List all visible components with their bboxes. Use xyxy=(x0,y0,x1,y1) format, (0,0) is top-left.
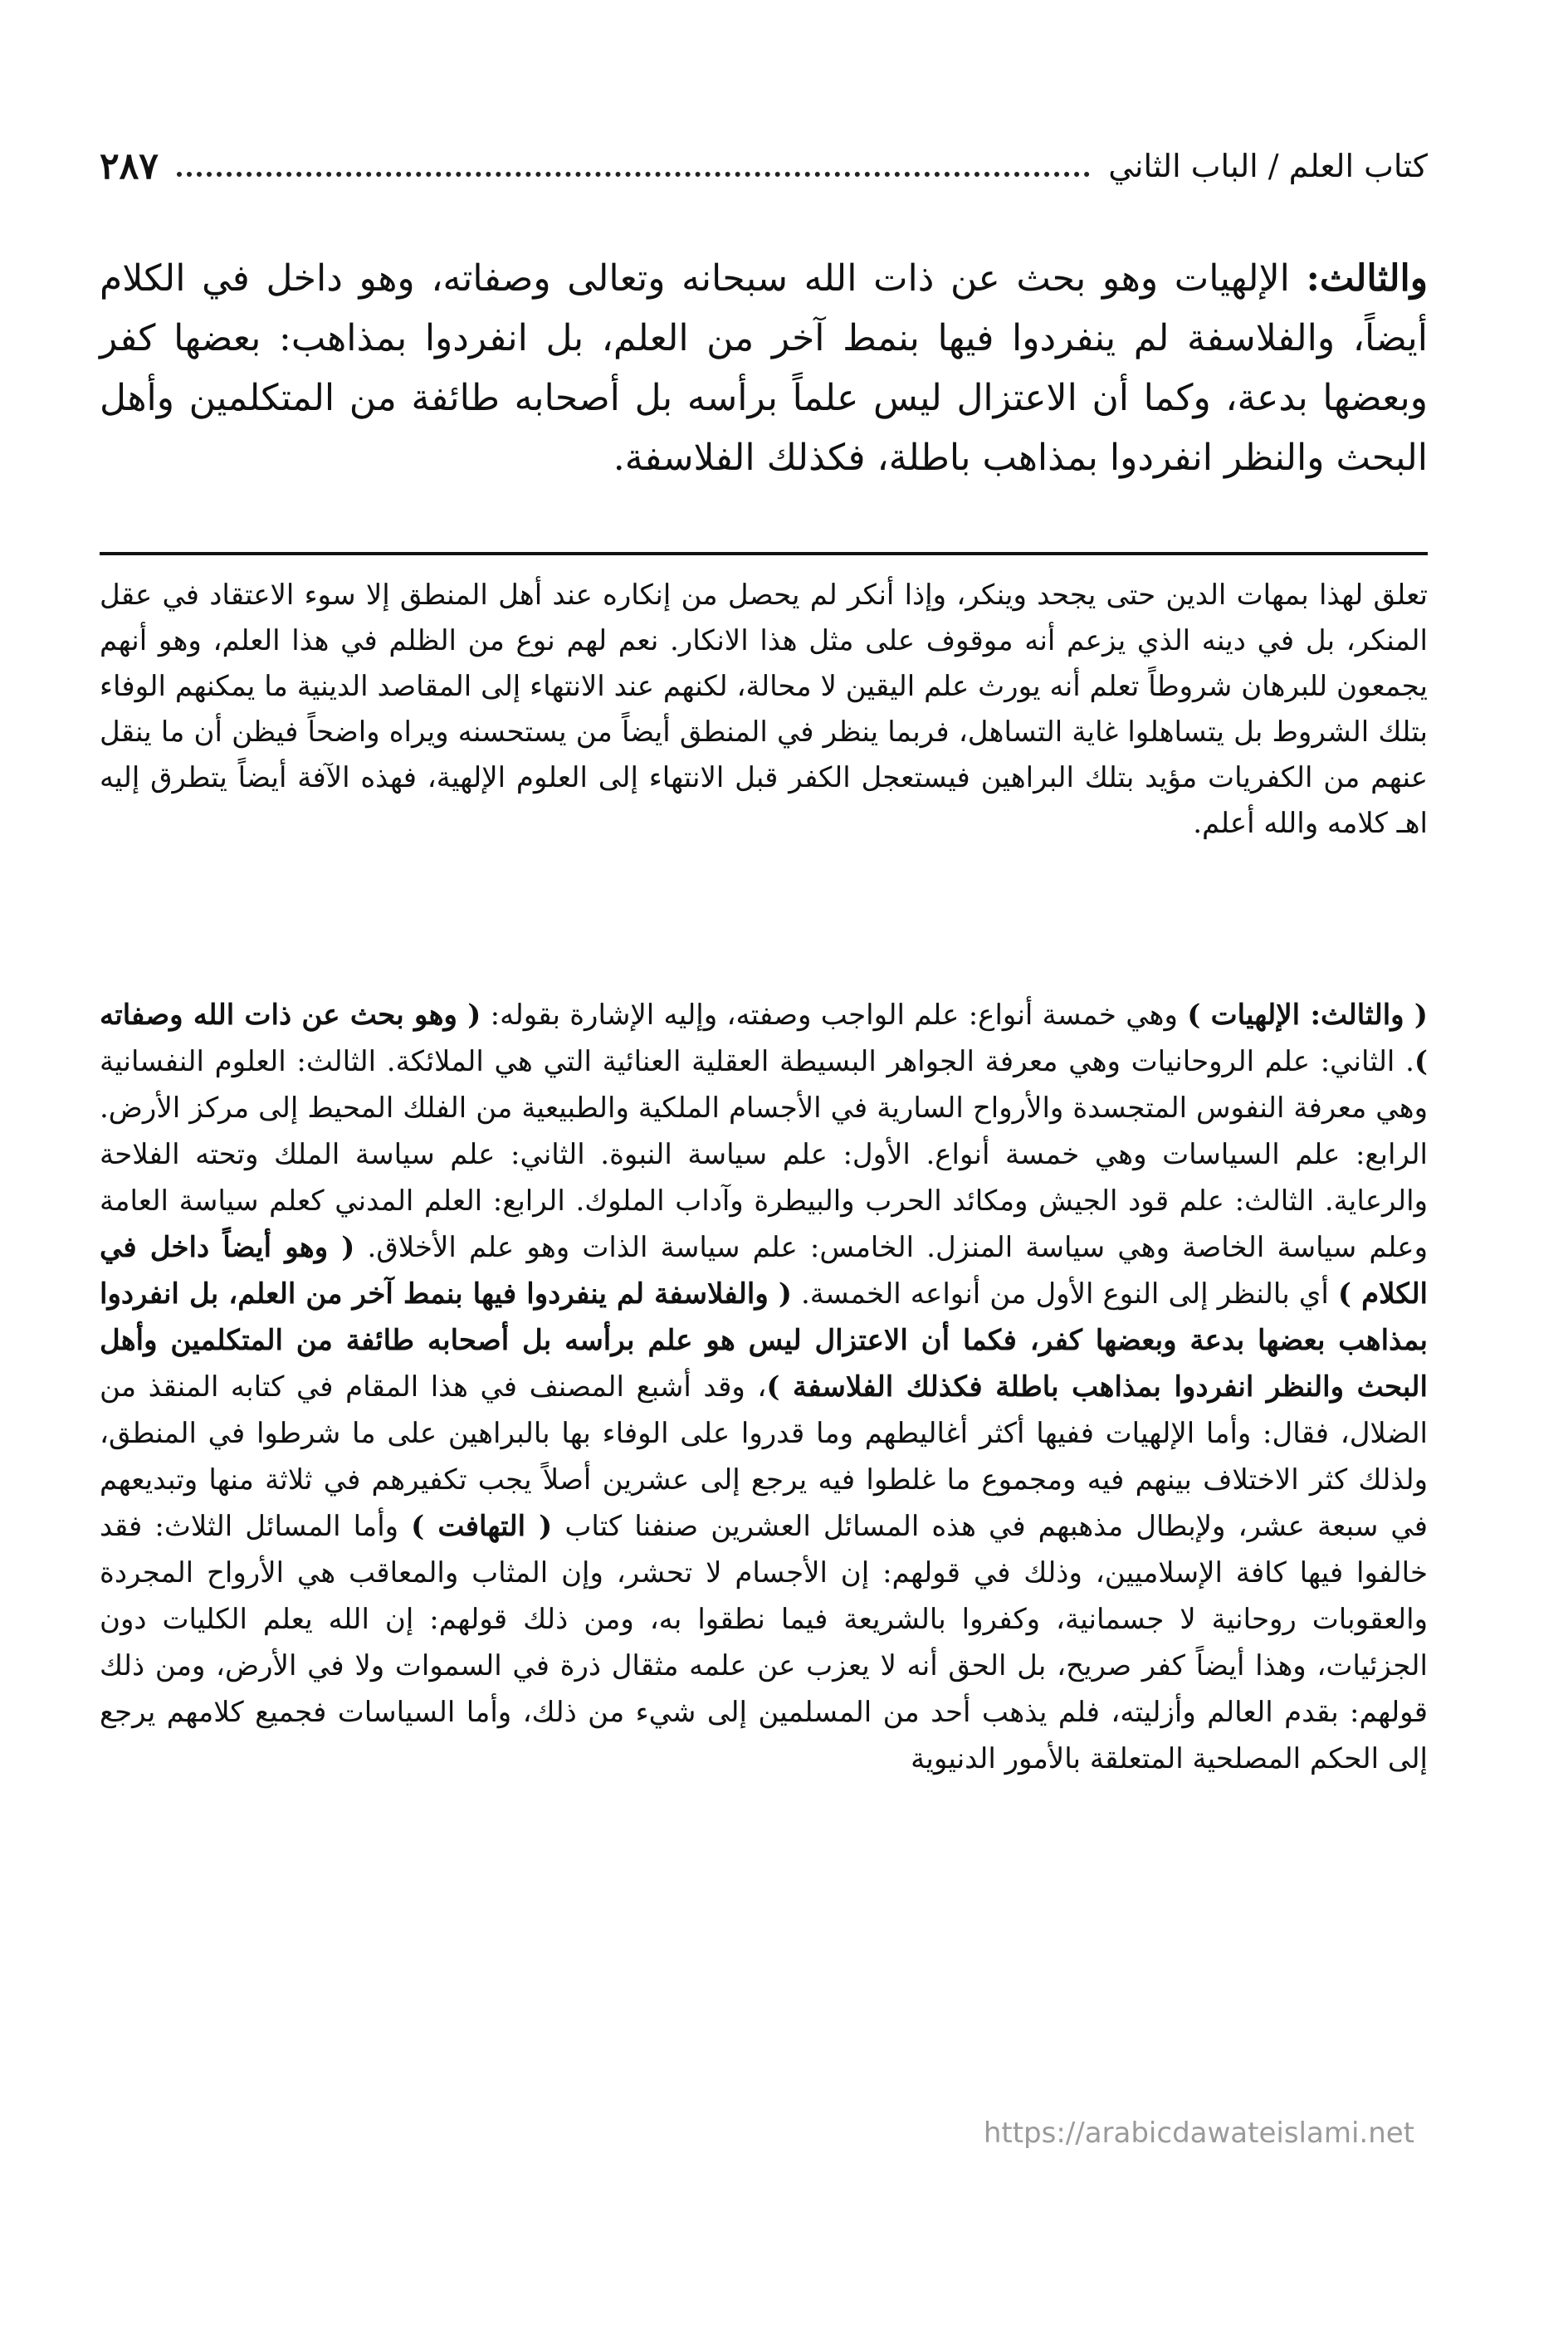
commentary-text: وهي خمسة أنواع: علم الواجب وصفته، وإليه الإشارة بقوله: xyxy=(481,999,1188,1032)
quoted-matn: ( وهو أيضاً داخل في الكلام ) xyxy=(100,1231,1428,1311)
commentary-paragraph xyxy=(100,992,1428,1782)
quoted-matn: ( وهو بحث عن ذات الله وصفاته ) xyxy=(100,999,1429,1078)
footnote-continuation-text: تعلق لهذا بمهات الدين حتى يجحد وينكر، وإذا أنكر لم يحصل من إنكاره عند أهل المنطق إلا سوء الاعتقاد في عقل المنكر، بل في دينه الذي يزعم أنه موقوف على مثل هذا الانكار. نعم لهم نوع من الظلم في هذا العلم، وهو أنهم يجمعون للبرهان شروطاً تعلم أنه يورث علم اليقين لا محالة، لكنهم عند الانتهاء إلى المقاصد الدينية ما يمكنهم الوفاء بتلك الشروط بل يتساهلوا غاية التساهل، فربما ينظر في المنطق أيضاً من يستحسنه ويراه واضحاً فيظن أن ما ينقل عنهم من الكفريات مؤيد بتلك البراهين فيستعجل الكفر قبل الانتهاء إلى العلوم الإلهية، فهذه الآفة أيضاً يتطرق إليه اهـ كلامه والله أعلم. xyxy=(100,579,1428,840)
header-dot-leader xyxy=(177,165,1090,177)
quoted-book-title: ( التهافت ) xyxy=(411,1510,553,1543)
commentary-text: ، وقد أشبع المصنف في هذا المقام في كتابه المنقذ من الضلال، فقال: وأما الإلهيات ففيها أكثر أغاليطهم وما قدروا على الوفاء بها بالبراهين على ما شرطوا في المنطق، ولذلك كثر الاختلاف بينهم فيه ومجموع ما غلطوا فيه يرجع إلى عشرين أصلاً يجب تكفيرهم في ثلاثة منها وتبديعهم في سبعة عشر، ولإبطال مذهبهم في هذه المسائل العشرين صنفنا كتاب xyxy=(100,1370,1428,1543)
running-header xyxy=(100,141,1428,191)
quoted-matn: ( والفلاسفة لم ينفردوا فيها بنمط آخر من العلم، بل انفردوا بمذاهب بعضها بدعة وبعضها كفر، فكما أن الاعتزال ليس هو علم برأسه بل أصحابه طائفة من المتكلمين وأهل البحث والنظر انفردوا بمذاهب باطلة فكذلك الفلاسفة ) xyxy=(100,1277,1428,1404)
main-text-body: الإلهيات وهو بحث عن ذات الله سبحانه وتعالى وصفاته، وهو داخل في الكلام أيضاً، والفلاسفة لم ينفردوا فيها بنمط آخر من العلم، بل انفردوا بمذاهب: بعضها كفر وبعضها بدعة، وكما أن الاعتزال ليس علماً برأسه بل أصحابه طائفة من المتكلمين وأهل البحث والنظر انفردوا بمذاهب باطلة، فكذلك الفلاسفة. xyxy=(100,257,1428,479)
page-number: ٢٨٧ xyxy=(100,144,159,188)
commentary-text: . الثاني: علم الروحانيات وهي معرفة الجواهر البسيطة العقلية العنائية التي هي الملائكة. الثالث: العلوم النفسانية وهي معرفة النفوس المتجسدة والأرواح السارية في الأجسام الملكية والطبيعية من الفلك المحيط إلى مركز الأرض. الرابع: علم السياسات وهي خمسة أنواع. الأول: علم سياسة النبوة. الثاني: علم سياسة الملك وتحته الفلاحة والرعاية. الثالث: علم قود الجيش ومكائد الحرب والبيطرة وآداب الملوك. الرابع: العلم المدني كعلم سياسة العامة وعلم سياسة الخاصة وهي سياسة المنزل. الخامس: علم سياسة الذات وهو علم الأخلاق. xyxy=(100,1045,1428,1264)
main-text-lead: والثالث: xyxy=(1306,257,1428,300)
watermark-url: https://arabicdawateislami.net xyxy=(983,2117,1414,2150)
footnote-continuation xyxy=(100,573,1428,847)
chapter-title: كتاب العلم / الباب الثاني xyxy=(1108,148,1428,184)
book-page xyxy=(100,125,1428,2283)
quoted-matn: ( والثالث: الإلهيات ) xyxy=(1187,999,1428,1032)
commentary-text: أي بالنظر إلى النوع الأول من أنواعه الخمسة. xyxy=(791,1277,1338,1311)
commentary-text: وأما المسائل الثلاث: فقد خالفوا فيها كافة الإسلاميين، وذلك في قولهم: إن الأجسام لا تحشر، وإن المثاب والمعاقب هي الأرواح المجردة والعقوبات روحانية لا جسمانية، وكفروا بالشريعة فيما نطقوا به، ومن ذلك قولهم: إن الله يعلم الكليات دون الجزئيات، وهذا أيضاً كفر صريح، بل الحق أنه لا يعزب عن علمه مثقال ذرة في السموات ولا في الأرض، ومن ذلك قولهم: بقدم العالم وأزليته، فلم يذهب أحد من المسلمين إلى شيء من ذلك، وأما السياسات فجميع كلامهم يرجع إلى الحكم المصلحية المتعلقة بالأمور الدنيوية xyxy=(100,1510,1428,1775)
footnote-separator-rule xyxy=(100,552,1428,555)
main-text-paragraph xyxy=(100,249,1428,488)
